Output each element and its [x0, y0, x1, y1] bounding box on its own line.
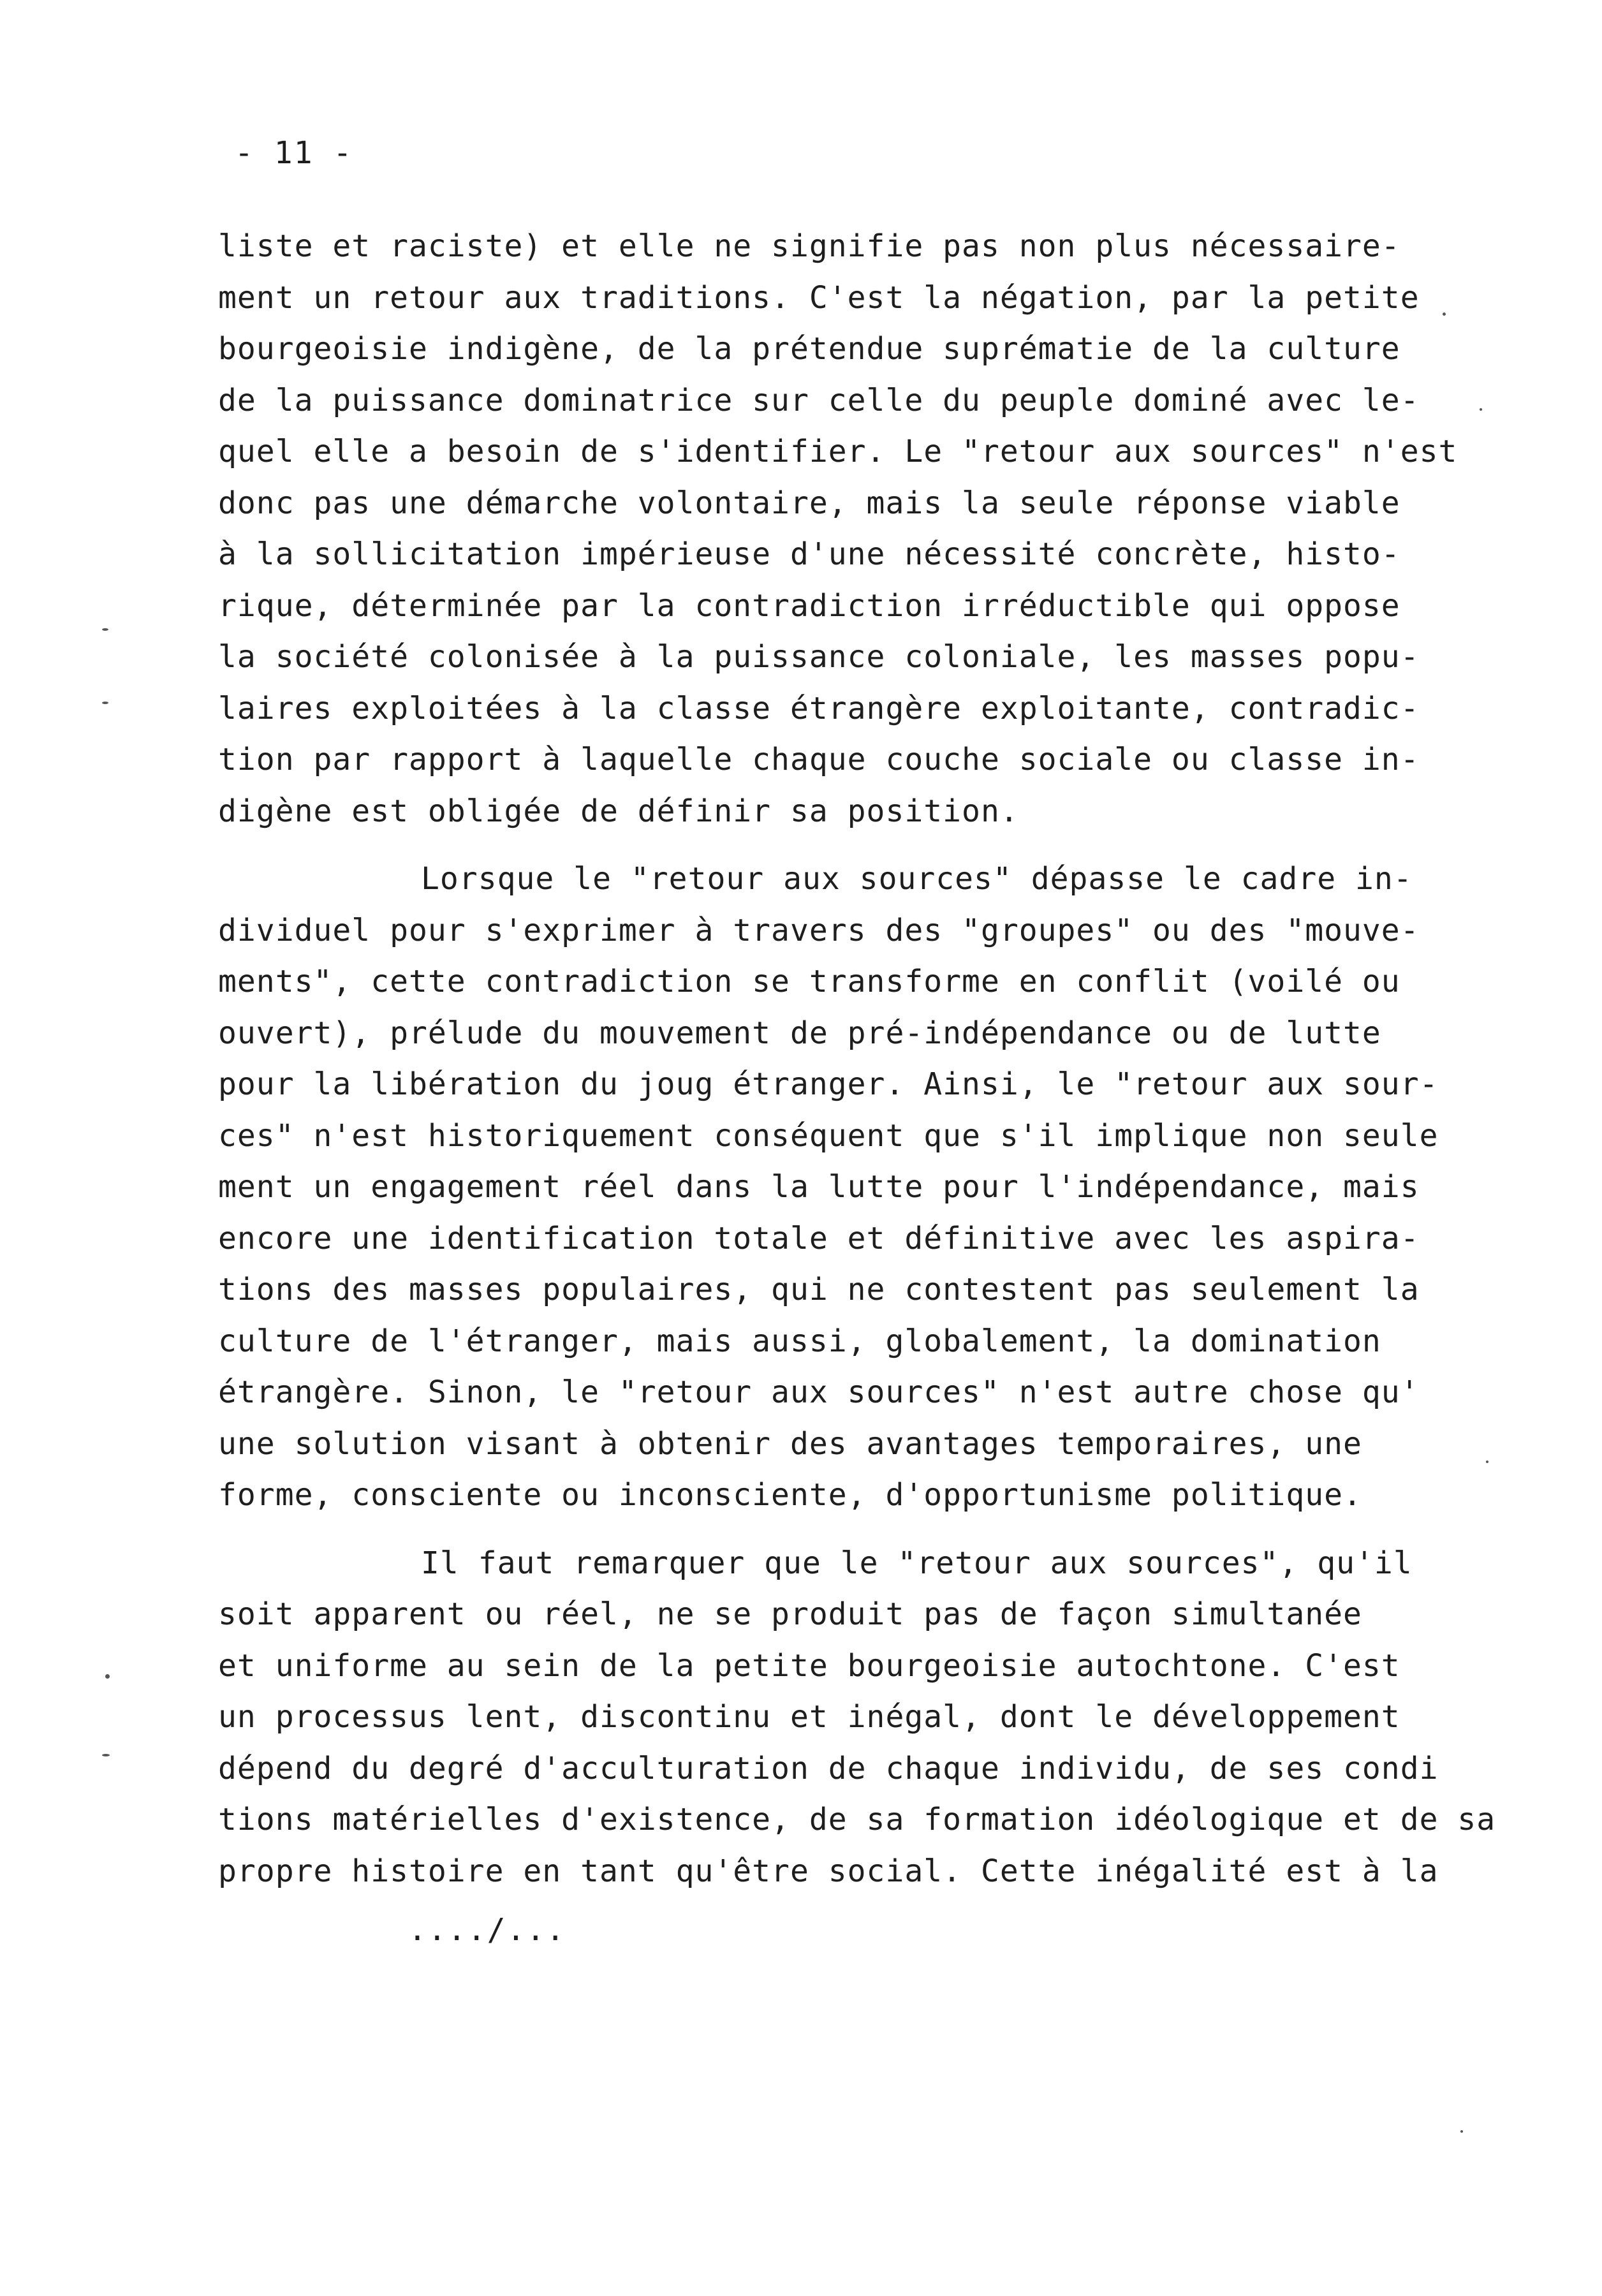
text-line: ces" n'est historiquement conséquent que s'il implique non seule [218, 1117, 1439, 1154]
continuation-mark: ..../... [408, 1912, 566, 1948]
text-line: bourgeoisie indigène, de la prétendue suprématie de la culture [218, 331, 1400, 367]
scan-speck [102, 1754, 110, 1756]
scan-speck [1486, 1461, 1488, 1463]
text-line: rique, déterminée par la contradiction irréductible qui oppose [218, 587, 1400, 624]
scan-speck [105, 1674, 110, 1679]
scan-speck [1460, 2130, 1463, 2133]
text-line: liste et raciste) et elle ne signifie pas non plus nécessaire- [218, 228, 1400, 264]
paragraph [218, 1538, 1496, 1897]
scan-speck [102, 628, 108, 631]
paragraph-gap [218, 1521, 1455, 1538]
text-line: laires exploitées à la classe étrangère exploitante, contradic- [218, 690, 1420, 726]
text-line: et uniforme au sein de la petite bourgeoisie autochtone. C'est [218, 1647, 1400, 1684]
text-line: culture de l'étranger, mais aussi, globalement, la domination [218, 1323, 1381, 1359]
text-line: la société colonisée à la puissance coloniale, les masses popu- [218, 639, 1420, 675]
text-line: ments", cette contradiction se transforme en conflit (voilé ou [218, 964, 1400, 999]
text-line: à la sollicitation impérieuse d'une nécessité concrète, histo- [218, 536, 1400, 572]
text-line: tion par rapport à laquelle chaque couche sociale ou classe in- [218, 742, 1420, 777]
text-line: soit apparent ou réel, ne se produit pas de façon simultanée [218, 1596, 1362, 1632]
text-line: une solution visant à obtenir des avantages temporaires, une [218, 1425, 1362, 1462]
text-line: étrangère. Sinon, le "retour aux sources" n'est autre chose qu' [218, 1374, 1420, 1410]
text-line: dépend du degré d'acculturation de chaque individu, de ses condi [218, 1750, 1439, 1786]
text-line: ment un engagement réel dans la lutte pour l'indépendance, mais [218, 1169, 1420, 1205]
text-line: propre histoire en tant qu'être social. Cette inégalité est à la [218, 1853, 1439, 1889]
paragraph [218, 853, 1455, 1521]
scan-speck [102, 702, 108, 704]
text-line: Il faut remarquer que le "retour aux sources", qu'il [421, 1545, 1413, 1581]
text-line: forme, consciente ou inconsciente, d'opportunisme politique. [218, 1477, 1362, 1513]
text-line: encore une identification totale et définitive avec les aspira- [218, 1220, 1420, 1256]
text-line: quel elle a besoin de s'identifier. Le "retour aux sources" n'est [218, 434, 1458, 469]
paragraph [218, 221, 1458, 837]
scan-speck [1480, 408, 1482, 411]
text-line: tions matérielles d'existence, de sa formation idéologique et de sa [218, 1802, 1496, 1837]
document-body [218, 221, 1496, 1897]
text-line: pour la libération du joug étranger. Ainsi, le "retour aux sour- [218, 1066, 1439, 1102]
text-line: de la puissance dominatrice sur celle du peuple dominé avec le- [218, 382, 1420, 418]
text-line: ment un retour aux traditions. C'est la négation, par la petite [218, 279, 1420, 316]
text-line: un processus lent, discontinu et inégal, dont le développement [218, 1699, 1400, 1735]
text-line: Lorsque le "retour aux sources" dépasse le cadre in- [421, 861, 1413, 897]
text-line: donc pas une démarche volontaire, mais la seule réponse viable [218, 485, 1400, 521]
text-line: tions des masses populaires, qui ne contestent pas seulement la [218, 1272, 1420, 1307]
text-line: ouvert), prélude du mouvement de pré-indépendance ou de lutte [218, 1015, 1381, 1051]
scan-speck [1443, 313, 1446, 316]
paragraph-gap [218, 837, 1455, 853]
text-line: dividuel pour s'exprimer à travers des "groupes" ou des "mouve- [218, 912, 1420, 948]
text-line: digène est obligée de définir sa position. [218, 793, 1019, 829]
page-number: - 11 - [235, 135, 353, 171]
